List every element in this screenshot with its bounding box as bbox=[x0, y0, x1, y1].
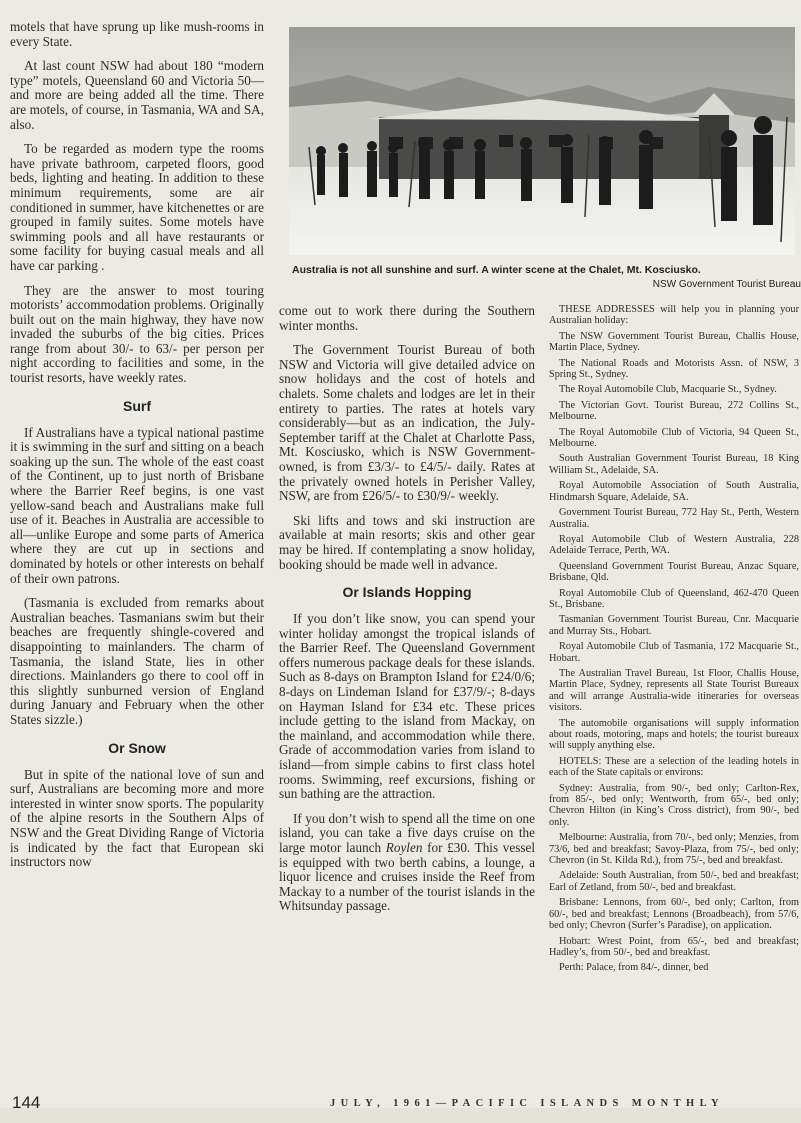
column-middle bbox=[279, 304, 535, 924]
address-item: Royal Automobile Club of Western Australia, 228 Adelaide Terrace, Perth, WA. bbox=[549, 533, 799, 557]
paragraph: The Government Tourist Bureau of both NSW and Victoria will give detailed advice on snow holidays and the cost of hotels and chalets. Some chalets and lodges are let in their entirety to parties. The rates at hotels vary considerably—but as an indication, the July-September tariff at the Chalet at Charlotte Pass, Mt. Kosciusko, which is NSW Government-owned, is from £3/3/- to £4/5/- daily. Rates at the privately owned hotels in Perisher Valley, NSW, are from £26/5/- to £30/9/- weekly. bbox=[279, 342, 535, 504]
photo-winter-scene bbox=[289, 27, 795, 255]
address-item: THESE ADDRESSES will help you in planning your Australian holiday: bbox=[549, 304, 799, 327]
address-item: The NSW Government Tourist Bureau, Challis House, Martin Place, Sydney. bbox=[549, 330, 799, 354]
paragraph: If Australians have a typical national pastime it is swimming in the surf and sitting on a beach soaking up the sun. The whole of the east coast of the Continent, up to just north of Brisbane where the Barrier Reef begins, is one vast yellow-sand beach and Australians make full use of it. Beaches in Australia are accessible to all—unlike Europe and some parts of America where they are cut up in sections and dominated by hotels or other interests on behalf of their own patrons. bbox=[10, 424, 264, 586]
address-item: The Victorian Govt. Tourist Bureau, 272 Collins St., Melbourne. bbox=[549, 399, 799, 423]
paragraph: They are the answer to most touring motorists’ accommodation problems. Originally built out on the main highway, they have now invaded the suburbs of the big cities. Prices range from about 30/- to 63/- per person per night according to facilities and some, in the tourist resorts, have weekly rates. bbox=[10, 282, 264, 386]
paragraph: come out to work there during the Southern winter months. bbox=[279, 303, 535, 333]
page-bottom-margin bbox=[0, 1108, 801, 1123]
paragraph: (Tasmania is excluded from remarks about Australian beaches. Tasmanians swim but their beaches are frequently shingle-covered and disappointing to mainlanders. The charm of Tasmania, the island State, lies in other directions. Mainlanders go there to cool off in this slightly sunburned version of England during January and February when the other States sizzle.) bbox=[10, 595, 264, 727]
paragraph: Ski lifts and tows and ski instruction are available at main resorts; skis and other gear may be hired. If contemplating a snow holiday, booking should be made well in advance. bbox=[279, 512, 535, 572]
address-item: The National Roads and Motorists Assn. of NSW, 3 Spring St., Sydney. bbox=[549, 357, 799, 381]
paragraph: But in spite of the national love of sun and surf, Australians are becoming more and more interested in winter snow sports. The popularity of the alpine resorts in the Southern Alps of NSW and the Great Dividing Range of Victoria is indicated by the fact that European ski instructors now bbox=[10, 766, 264, 870]
paragraph: At last count NSW had about 180 “modern type” motels, Queensland 60 and Victoria 50—and more are being added all the time. There are motels, of course, in Tasmania, WA and SA, also. bbox=[10, 58, 264, 132]
address-item: South Australian Government Tourist Bureau, 18 King William St., Adelaide, SA. bbox=[549, 453, 799, 476]
ship-name: Roylen bbox=[385, 840, 423, 855]
section-heading-surf: Surf bbox=[123, 397, 151, 414]
text-run: for £30. This vessel is equipped with two berth cabins, a lounge, a liquor licence and cruises inside the Reef from Mackay to a number of the tourist islands in the Whitsunday passage. bbox=[279, 840, 535, 914]
photo-credit: NSW Government Tourist Bureau bbox=[652, 279, 801, 290]
page-number: 144 bbox=[12, 1093, 41, 1112]
column-right-addresses bbox=[549, 304, 799, 978]
column-left bbox=[10, 20, 264, 880]
section-heading-islands: Or Islands Hopping bbox=[342, 584, 472, 601]
hotel-item: Perth: Palace, from 84/-, dinner, bed bbox=[559, 962, 709, 974]
photo-caption: Australia is not all sunshine and surf. A winter scene at the Chalet, Mt. Kosciusko. bbox=[292, 264, 701, 276]
address-item: The automobile organisations will supply information about roads, motoring, maps and hotels; the tourist bureaux will supply anything else. bbox=[549, 717, 799, 752]
section-heading-snow: Or Snow bbox=[108, 739, 166, 756]
address-item: Tasmanian Government Tourist Bureau, Cnr. Macquarie and Murray Sts., Hobart. bbox=[549, 614, 799, 637]
address-item: Royal Automobile Association of South Australia, Hindmarsh Square, Adelaide, SA. bbox=[549, 480, 799, 503]
paragraph: To be regarded as modern type the rooms have private bathroom, carpeted floors, good beds, lighting and heating. In addition to these minimum requirements, some are air conditioned in summer, have kitchenettes or are grouped in family suites. Some motels have swimming pools and all have restaurants or some facility for buying casual meals and all have car parking . bbox=[10, 141, 264, 273]
address-item: Government Tourist Bureau, 772 Hay St., Perth, Western Australia. bbox=[549, 507, 799, 530]
hotels-intro: HOTELS: These are a selection of the leading hotels in each of the State capitals or environs: bbox=[549, 755, 799, 779]
hotel-item: Melbourne: Australia, from 70/-, bed only; Menzies, from 73/6, bed and breakfast; Savoy-Plaza, from 75/-, bed only; Chevron (in St. Kilda Rd.), from 75/-, bed and breakfast. bbox=[549, 832, 799, 867]
hotel-item: Adelaide: South Australian, from 50/-, bed and breakfast; Earl of Zetland, from 50/-, bed and breakfast. bbox=[549, 870, 799, 893]
address-item: Royal Automobile Club of Tasmania, 172 Macquarie St., Hobart. bbox=[549, 641, 799, 664]
hotel-item: Hobart: Wrest Point, from 65/-, bed and breakfast; Hadley’s, from 50/-, bed and breakfast. bbox=[549, 935, 799, 958]
running-footer: JULY, 1961—PACIFIC ISLANDS MONTHLY bbox=[330, 1098, 725, 1109]
paragraph: If you don’t like snow, you can spend your winter holiday amongst the tropical islands of the Barrier Reef. The Queensland Government offers numerous package deals for these islands. Such as 8-days on Brampton Island for £24/0/6; 8-days on Lindeman Island for £37/9/-; 8-days on Hayman Island for £34 etc. These prices include getting to the island from Mackay, on the mainland, and accommodation while there. Grade of accommodation varies from island to island—from simple cabins to first class hotel rooms. Swimming, reef excursions, fishing or sun bathing are the attraction. bbox=[279, 611, 535, 802]
address-item: The Australian Travel Bureau, 1st Floor, Challis House, Martin Place, Sydney, represents all State Tourist Bureaux and will arrange Australia-wide itineraries for overseas visitors. bbox=[549, 667, 799, 714]
address-item: The Royal Automobile Club of Victoria, 94 Queen St., Melbourne. bbox=[549, 426, 799, 450]
address-item: Queensland Government Tourist Bureau, Anzac Square, Brisbane, Qld. bbox=[549, 560, 799, 584]
hotel-item: Brisbane: Lennons, from 60/-, bed only; Carlton, from 60/-, bed and breakfast; Lennons (Broadbeach), from 57/6, bed only; Chevron (Surfer’s Paradise), on application. bbox=[549, 897, 799, 932]
address-item: The Royal Automobile Club, Macquarie St., Sydney. bbox=[559, 384, 777, 396]
hotel-item: Sydney: Australia, from 90/-, bed only; Carlton-Rex, from 85/-, bed only; Wentworth, from 65/-, bed only; Chevron Hilton (in King’s Cross district), from 90/-, bed only. bbox=[549, 782, 799, 828]
paragraph: motels that have sprung up like mush-rooms in every State. bbox=[10, 19, 264, 49]
photo-illustration bbox=[289, 27, 795, 255]
address-item: Royal Automobile Club of Queensland, 462-470 Queen St., Brisbane. bbox=[549, 587, 799, 610]
paragraph bbox=[279, 812, 535, 914]
text-run: If you don’t wish to spend all the time on one island, you can take a five days cruise on the large motor launch bbox=[279, 810, 535, 855]
